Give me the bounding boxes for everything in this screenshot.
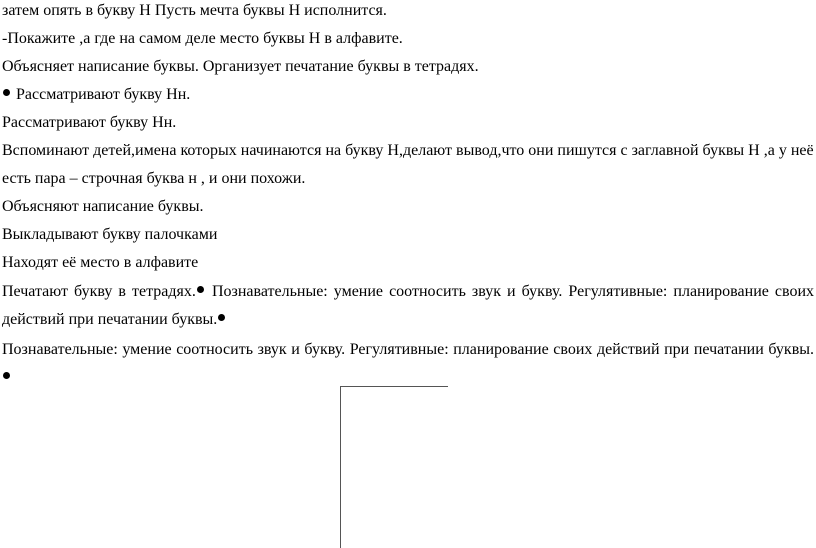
line-5-text: Рассматривают букву Нн.: [2, 114, 177, 131]
paragraph-10-body-text: Познавательные: умение соотносить звук и букву. Регулятивные: планирование своих действий при печатании буквы.: [2, 283, 815, 328]
text-line-9: [2, 249, 816, 277]
text-line-6a: [2, 137, 816, 165]
line-6a-text: Вспоминают детей,имена которых начинаются на букву Н,делают вывод,что они пишутся с заглавной буквы Н ,а у неё: [2, 142, 814, 159]
text-line-8: [2, 221, 816, 249]
paragraph-10: [2, 278, 814, 334]
line-3-text: Объясняет написание буквы. Организует печатание буквы в тетрадях.: [2, 58, 479, 75]
text-line-3: [2, 53, 816, 81]
paragraph-10-lead-text: Печатают букву в тетрадях.: [2, 283, 196, 300]
paragraph-11-text: Познавательные: умение соотносить звук и букву. Регулятивные: планирование своих действий при печатании буквы.: [2, 341, 814, 358]
line-4-text: Рассматривают букву Нн.: [16, 86, 191, 103]
line-1-text: затем опять в букву Н Пусть мечта буквы Н исполнится.: [2, 2, 387, 19]
line-8-text: Выкладывают букву палочками: [2, 226, 218, 243]
text-line-4: [2, 81, 816, 109]
text-line-1: [2, 0, 816, 25]
line-7-text: Объясняют написание буквы.: [2, 198, 204, 215]
text-line-7: [2, 193, 816, 221]
bullet-dot-icon: [218, 314, 225, 321]
bullet-dot-icon: [3, 89, 10, 96]
text-line-2: [2, 25, 816, 53]
bullet-dot-icon: [197, 286, 204, 293]
table-frame-border: [340, 386, 448, 548]
bullet-dot-icon: [3, 372, 10, 379]
text-line-6b: [2, 165, 816, 193]
text-line-5: [2, 109, 816, 137]
line-9-text: Находят её место в алфавите: [2, 254, 199, 271]
line-2-text: -Покажите ,а где на самом деле место буквы Н в алфавите.: [2, 30, 403, 47]
line-6b-text: есть пара – строчная буква н , и они похожи.: [2, 170, 306, 187]
paragraph-11: [2, 336, 814, 392]
document-body: [2, 0, 816, 392]
